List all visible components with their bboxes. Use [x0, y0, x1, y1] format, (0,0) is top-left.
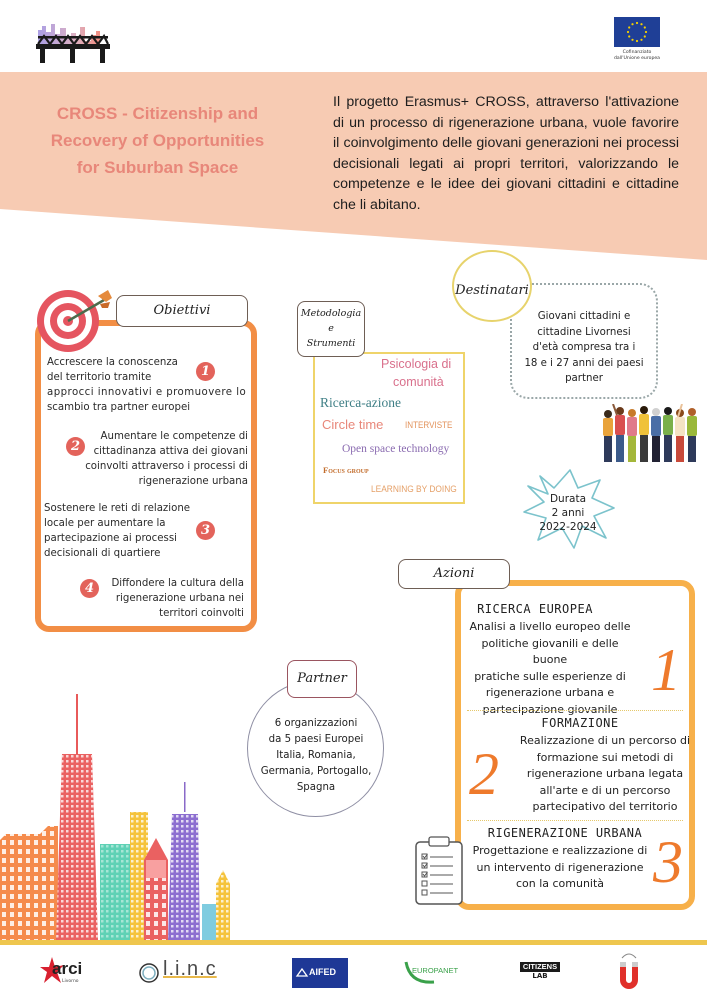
- methodology-label-line2: e: [328, 323, 334, 334]
- action-2-title: FORMAZIONE: [541, 716, 619, 730]
- methodology-label-line3: Strumenti: [306, 338, 356, 349]
- method-circle-time: Circle time: [322, 417, 384, 432]
- objective-1: [47, 355, 253, 415]
- partner-line4: Germania, Portogallo,: [260, 766, 372, 777]
- footer-divider: [0, 940, 707, 945]
- objectives-label: Obiettivi: [153, 303, 211, 318]
- project-title-line2: Recovery of Opportunities: [50, 131, 265, 150]
- project-description: Il progetto Erasmus+ CROSS, attraverso l'attivazione di un processo di rigenerazione urbana, vuole favorire il coinvolgimento delle giovani generazioni nei processi decisionali legati ai propri territori, valorizzando le competenze e le idee dei giovani cittadini e cittadine che li abitano.: [333, 94, 679, 213]
- method-interviste: INTERVISTE: [405, 420, 453, 431]
- action-3-text: [467, 843, 653, 893]
- eu-caption-line1: Cofinanziato: [622, 50, 652, 55]
- action-1-line5: partecipazione giovanile: [482, 702, 618, 716]
- objective-1-line2: del territorio tramite: [47, 372, 152, 383]
- citizens-lab-logo: [520, 962, 560, 986]
- objective-4-line1: Diffondere la cultura della: [111, 578, 244, 589]
- city-skyline-illustration: [0, 694, 236, 940]
- young-people-illustration: [600, 404, 707, 466]
- action-1-line3: pratiche sulle esperienze di: [474, 669, 626, 683]
- recipients-line3: d'età compresa tra i: [532, 342, 636, 353]
- recipients-line1: Giovani cittadini e: [537, 311, 631, 322]
- objective-2-line4: rigenerazione urbana: [138, 476, 248, 487]
- objective-1-line1: Accrescere la conoscenza: [47, 357, 178, 368]
- action-separator: [467, 820, 683, 821]
- objective-2-line2: cittadinanza attiva dei giovani: [93, 446, 248, 457]
- partner-label: Partner: [297, 671, 347, 686]
- objective-2-line1: Aumentare le competenze di: [100, 431, 248, 442]
- actions-box: [455, 580, 695, 910]
- action-2-line4: all'arte e di un percorso: [539, 783, 671, 797]
- objective-3: [44, 501, 204, 561]
- objective-2-line3: coinvolti attraverso i processi di: [85, 461, 248, 472]
- objectives-label-bubble: [116, 295, 248, 327]
- action-2-line2: formazione sui metodi di: [536, 750, 674, 764]
- partner-label-bubble: [287, 660, 357, 698]
- objective-4-number: 4: [80, 579, 99, 598]
- objective-1-number: 1: [196, 362, 215, 381]
- action-1-line4: rigenerazione urbana e: [485, 686, 615, 699]
- method-ricerca-azione: Ricerca-azione: [320, 395, 401, 410]
- objective-3-number: 3: [196, 521, 215, 540]
- objective-4-line3: territori coinvolti: [159, 608, 244, 619]
- arci-logo-subtext: Livorno: [62, 979, 79, 984]
- action-3-title: RIGENERAZIONE URBANA: [487, 826, 643, 840]
- methodology-label-bubble: [297, 301, 365, 357]
- action-2-line1: Realizzazione di un percorso di: [519, 734, 691, 747]
- project-title: [40, 100, 275, 181]
- methodology-label-line1: Metodologia: [300, 308, 362, 319]
- action-2-number: 2: [469, 741, 499, 807]
- citizens-lab-logo-subtext: LAB: [532, 972, 548, 980]
- europanet-logo-text: EUROPANET: [412, 966, 459, 975]
- eu-caption-line2: dall'Unione europea: [614, 56, 660, 61]
- objective-3-line1: Sostenere le reti di relazione: [44, 503, 191, 514]
- recipients-label: Destinatari: [455, 283, 529, 298]
- action-1-line1: Analisi a livello europeo delle: [469, 620, 631, 633]
- partner-line2: da 5 paesi Europei: [268, 734, 364, 745]
- partner-line1: 6 organizzazioni: [274, 718, 358, 729]
- method-psicologia: Psicologia di: [381, 357, 452, 371]
- action-2-line5: partecipativo del territorio: [532, 800, 678, 813]
- project-title-line1: CROSS - Citizenship and: [56, 104, 259, 123]
- recipients-line5: partner: [565, 373, 603, 384]
- action-3-number: 3: [653, 829, 683, 895]
- duration-line1: Durata: [549, 493, 587, 505]
- action-1-number: 1: [651, 637, 681, 703]
- action-2-line3: rigenerazione urbana legata: [526, 767, 684, 780]
- project-title-line3: for Suburban Space: [76, 158, 239, 177]
- objective-1-line3: approcci innovativi e promuovere lo: [47, 387, 247, 398]
- aifed-logo: [292, 958, 348, 988]
- partner-line5: Spagna: [296, 782, 336, 793]
- action-1-text: [465, 619, 635, 718]
- objective-4: [104, 576, 244, 621]
- objective-3-line2: locale per aumentare la: [44, 518, 166, 529]
- eu-flag-logo: [614, 17, 660, 47]
- action-3-line1: Progettazione e realizzazione di: [472, 844, 648, 857]
- action-1-title: RICERCA EUROPEA: [477, 602, 593, 616]
- objective-3-line3: partecipazione ai processi: [44, 533, 177, 544]
- clipboard-checklist-icon: [413, 834, 465, 906]
- eu-caption: [598, 50, 676, 62]
- duration-line3: 2022-2024: [539, 521, 597, 533]
- recipients-text: [520, 309, 648, 387]
- action-1-line2: politiche giovanili e delle buone: [481, 636, 619, 666]
- action-3-line3: con la comunità: [515, 877, 605, 890]
- actions-label-bubble: [398, 559, 510, 589]
- arci-logo: [40, 955, 86, 991]
- method-comunita: comunità: [393, 375, 444, 389]
- magnet-logo: [616, 950, 642, 996]
- linc-logo: [138, 958, 238, 988]
- partner-text: [252, 716, 380, 796]
- recipients-line2: cittadine Livornesi: [537, 326, 631, 338]
- partner-line3: Italia, Romania,: [276, 750, 356, 761]
- recipients-line4: 18 e i 27 anni dei paesi: [524, 357, 644, 369]
- objective-2: [74, 429, 248, 489]
- method-focus-group: Focus group: [323, 465, 369, 475]
- objective-3-line4: decisionali di quartiere: [44, 548, 161, 559]
- arci-logo-text: arci: [52, 959, 83, 978]
- citizens-lab-logo-text: CITIZENS: [520, 962, 560, 972]
- objective-1-line4: scambio tra partner europei: [47, 402, 191, 413]
- aifed-logo-text: AIFED: [309, 967, 336, 977]
- action-3-line2: un intervento di rigenerazione: [476, 860, 644, 874]
- cross-project-logo: [36, 18, 110, 64]
- duration-line2: 2 anni: [551, 507, 585, 519]
- action-2-text: [515, 733, 695, 816]
- target-icon: [36, 288, 114, 354]
- method-open-space: Open space technology: [342, 443, 450, 455]
- europanet-logo: [402, 958, 468, 988]
- objective-2-number: 2: [66, 437, 85, 456]
- method-learning-by-doing: LEARNING BY DOING: [371, 484, 457, 495]
- action-separator: [467, 710, 683, 711]
- linc-logo-text: l.i.n.c: [163, 958, 217, 980]
- duration-text: [536, 492, 600, 534]
- actions-label: Azioni: [433, 566, 475, 581]
- objective-4-line2: rigenerazione urbana nei: [115, 593, 244, 604]
